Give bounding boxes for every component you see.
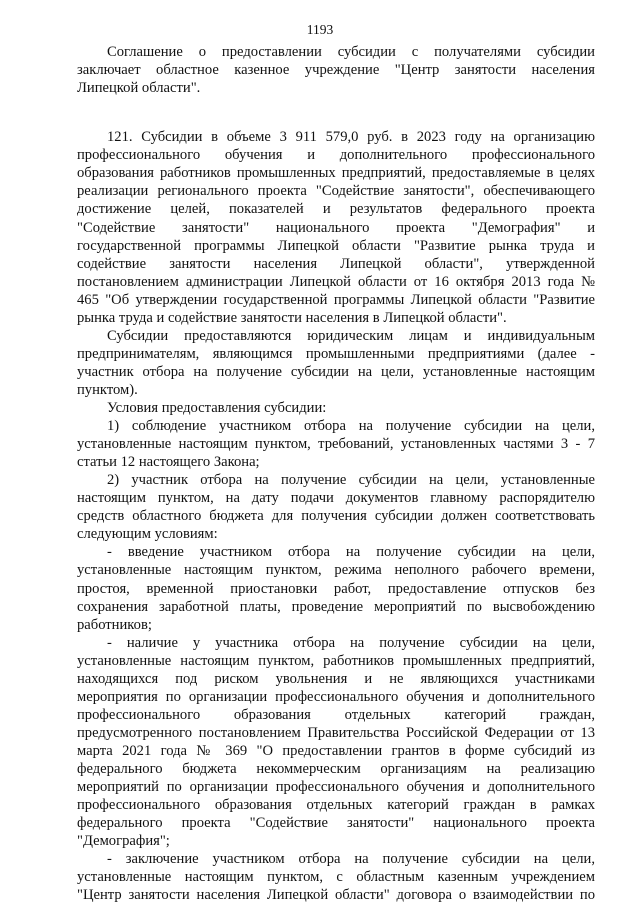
text-line: постановлением администрации Липецкой области от 16 октября 2013 года № (77, 273, 595, 290)
text-line: пунктом). (77, 381, 138, 398)
text-line: реализации регионального проекта "Содействие занятости", обеспечивающего (77, 183, 595, 200)
text-line: настоящим пунктом, на дату подачи документов главному распорядителю (77, 490, 595, 507)
text-line: марта 2021 года № 369 "О предоставлении грантов в форме субсидий из (77, 742, 595, 759)
text-line: государственной программы Липецкой области "Развитие рынка труда и (77, 237, 595, 254)
text-line: сохранения заработной платы, проведение мероприятий по высвобождению (77, 598, 595, 615)
text-line: рынка труда и содействие занятости населения в Липецкой области". (77, 309, 507, 326)
text-line: простоя, временной приостановки работ, предоставление отпусков без (77, 580, 595, 597)
text-line: "Демография"; (77, 833, 170, 850)
text-line: находящихся под риском увольнения и не являющихся участниками (77, 670, 595, 687)
text-line: - наличие у участника отбора на получение субсидии на цели, (107, 634, 595, 651)
text-line: 2) участник отбора на получение субсидии на цели, установленные (107, 472, 595, 489)
page-number: 1193 (306, 22, 334, 37)
text-line: содействие занятости населения Липецкой области", утвержденной (77, 255, 595, 272)
text-line: "Содействие занятости" национального проекта "Демография" и (77, 219, 595, 236)
text-line: федерального проекта "Содействие занятости" национального проекта (77, 815, 595, 832)
text-line: мероприятий по организации профессионального обучения и дополнительного (77, 779, 595, 795)
text-line: установленные настоящим пунктом, работников промышленных предприятий, (77, 652, 595, 669)
text-line: статьи 12 настоящего Закона; (77, 454, 260, 471)
text-line: установленные настоящим пунктом, режима неполного рабочего времени, (77, 562, 595, 579)
text-line: заключает областное казенное учреждение "Центр занятости населения (77, 62, 595, 78)
text-line: образования работников промышленных предприятий, предоставляемые в целях (77, 165, 595, 182)
text-line: мероприятия по организации профессионального обучения и дополнительного (77, 688, 595, 705)
text-line: профессионального образования отдельных категорий граждан, (77, 706, 595, 723)
text-line: участник отбора на получение субсидии на цели, установленные настоящим (77, 363, 595, 380)
text-line: Соглашение о предоставлении субсидии с получателями субсидии (107, 44, 595, 60)
text-line: профессионального обучения и дополнительного профессионального (77, 147, 595, 164)
text-line: следующим условиям: (77, 526, 218, 543)
text-line: - заключение участником отбора на получение субсидии на цели, (107, 851, 595, 868)
text-line: работников; (77, 616, 152, 633)
text-line: средств областного бюджета для получения субсидии должен соответствовать (77, 508, 595, 525)
text-line: 465 "Об утверждении государственной программы Липецкой области "Развитие (77, 291, 595, 308)
text-line: достижение целей, показателей и результатов федерального проекта (77, 201, 595, 218)
text-line: установленные настоящим пунктом, с областным казенным учреждением (77, 869, 595, 886)
text-line: Субсидии предоставляются юридическим лицам и индивидуальным (107, 327, 595, 344)
text-line: федерального бюджета некоммерческим организациям на реализацию (77, 761, 595, 777)
text-line: "Центр занятости населения Липецкой области" договора о взаимодействии по (77, 887, 595, 904)
text-line: Липецкой области". (77, 80, 201, 97)
text-line: предпринимателям, являющимся промышленными предприятиями (далее - (77, 345, 595, 362)
text-line: - введение участником отбора на получение субсидии на цели, (107, 544, 595, 561)
text-line: предусмотренного постановлением Правительства Российской Федерации от 13 (77, 724, 595, 741)
blank-line (77, 97, 595, 115)
text-line: 1) соблюдение участником отбора на получение субсидии на цели, (107, 418, 595, 434)
text-line: профессионального образования отдельных категорий граждан в рамках (77, 797, 595, 814)
text-line: Условия предоставления субсидии: (107, 399, 327, 416)
text-line: 121. Субсидии в объеме 3 911 579,0 руб. в 2023 году на организацию (107, 129, 595, 146)
text-line: установленные настоящим пунктом, требований, установленных частями 3 - 7 (77, 436, 595, 453)
